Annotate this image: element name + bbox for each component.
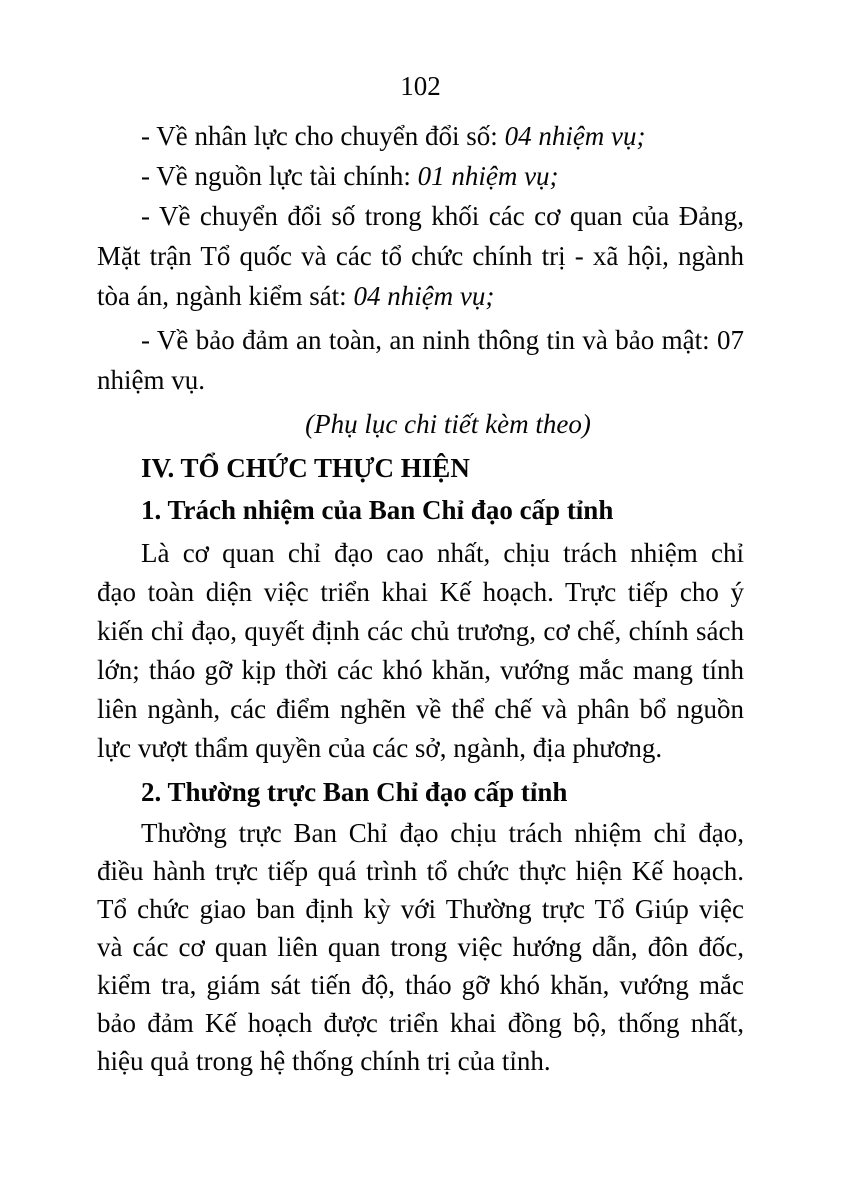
text-segment: điều hành trực tiếp quá trình tổ chức thực hiện Kế hoạch. xyxy=(97,856,744,886)
text-line xyxy=(97,966,744,1004)
text-line xyxy=(97,236,744,276)
text-line xyxy=(97,852,744,890)
text-segment: 1. Trách nhiệm của Ban Chỉ đạo cấp tỉnh xyxy=(141,495,614,525)
text-line xyxy=(97,651,744,690)
text-line xyxy=(97,814,744,852)
list-item-nhan-luc xyxy=(97,116,744,156)
text-line xyxy=(97,276,744,316)
text-line xyxy=(97,890,744,928)
text-segment: bảo đảm Kế hoạch được triển khai đồng bộ, thống nhất, xyxy=(97,1008,744,1038)
text-segment: Tổ chức giao ban định kỳ với Thường trực Tổ Giúp việc xyxy=(97,894,744,924)
text-line xyxy=(97,534,744,573)
para-thuong-truc-ban-chi-dao xyxy=(97,814,744,1080)
text-line xyxy=(97,612,744,651)
text-segment: - Về chuyển đổi số trong khối các cơ quan của Đảng, xyxy=(141,201,744,231)
phu-luc-note xyxy=(97,404,744,444)
text-segment: Mặt trận Tổ quốc và các tổ chức chính trị - xã hội, ngành xyxy=(97,241,744,271)
text-segment: Thường trực Ban Chỉ đạo chịu trách nhiệm chỉ đạo, xyxy=(141,818,744,848)
text-segment: liên ngành, các điểm nghẽn về thể chế và phân bổ nguồn xyxy=(97,694,744,724)
text-segment: lớn; tháo gỡ kịp thời các khó khăn, vướng mắc mang tính xyxy=(97,655,744,685)
text-segment: IV. TỔ CHỨC THỰC HIỆN xyxy=(141,453,470,483)
text-line xyxy=(97,404,744,444)
page-number: 102 xyxy=(400,71,441,101)
list-item-nguon-luc xyxy=(97,156,744,196)
text-segment: 04 nhiệm vụ; xyxy=(353,281,495,311)
text-line xyxy=(97,928,744,966)
text-line xyxy=(97,690,744,729)
text-segment: tòa án, ngành kiểm sát: xyxy=(97,281,354,311)
text-line xyxy=(97,448,744,488)
text-line xyxy=(97,360,744,400)
text-segment: nhiệm vụ. xyxy=(97,365,205,395)
list-item-an-toan xyxy=(97,320,744,400)
text-segment: lực vượt thẩm quyền của các sở, ngành, địa phương. xyxy=(97,733,663,763)
text-segment: kiểm tra, giám sát tiến độ, tháo gỡ khó khăn, vướng mắc xyxy=(97,970,744,1000)
text-line xyxy=(97,1004,744,1042)
text-segment: hiệu quả trong hệ thống chính trị của tỉnh. xyxy=(97,1046,551,1076)
subsection-heading-1 xyxy=(97,490,744,530)
list-item-chuyen-doi-so xyxy=(97,196,744,316)
text-line xyxy=(97,729,744,768)
para-trach-nhiem-ban-chi-dao xyxy=(97,534,744,768)
text-segment: 2. Thường trực Ban Chỉ đạo cấp tỉnh xyxy=(141,777,568,807)
text-line xyxy=(97,156,744,196)
text-segment: và các cơ quan liên quan trong việc hướng dẫn, đôn đốc, xyxy=(97,932,744,962)
text-segment: - Về nhân lực cho chuyển đổi số: xyxy=(141,121,505,151)
text-line xyxy=(97,196,744,236)
text-segment: 04 nhiệm vụ; xyxy=(504,121,646,151)
subsection-heading-2 xyxy=(97,772,744,812)
text-segment: 01 nhiệm vụ; xyxy=(417,161,559,191)
text-segment: (Phụ lục chi tiết kèm theo) xyxy=(305,409,591,439)
text-line xyxy=(97,490,744,530)
text-segment: - Về nguồn lực tài chính: xyxy=(141,161,418,191)
text-segment: - Về bảo đảm an toàn, an ninh thông tin và bảo mật: 07 xyxy=(141,325,744,355)
text-line xyxy=(97,772,744,812)
text-line xyxy=(97,573,744,612)
text-line xyxy=(97,116,744,156)
text-segment: Là cơ quan chỉ đạo cao nhất, chịu trách nhiệm chỉ xyxy=(141,538,744,568)
page-content xyxy=(97,66,744,1080)
text-blocks xyxy=(97,116,744,1080)
section-heading-iv xyxy=(97,448,744,488)
text-segment: đạo toàn diện việc triển khai Kế hoạch. Trực tiếp cho ý xyxy=(97,577,744,607)
text-line xyxy=(97,320,744,360)
text-line xyxy=(97,1042,744,1080)
text-segment: kiến chỉ đạo, quyết định các chủ trương, cơ chế, chính sách xyxy=(97,616,744,646)
